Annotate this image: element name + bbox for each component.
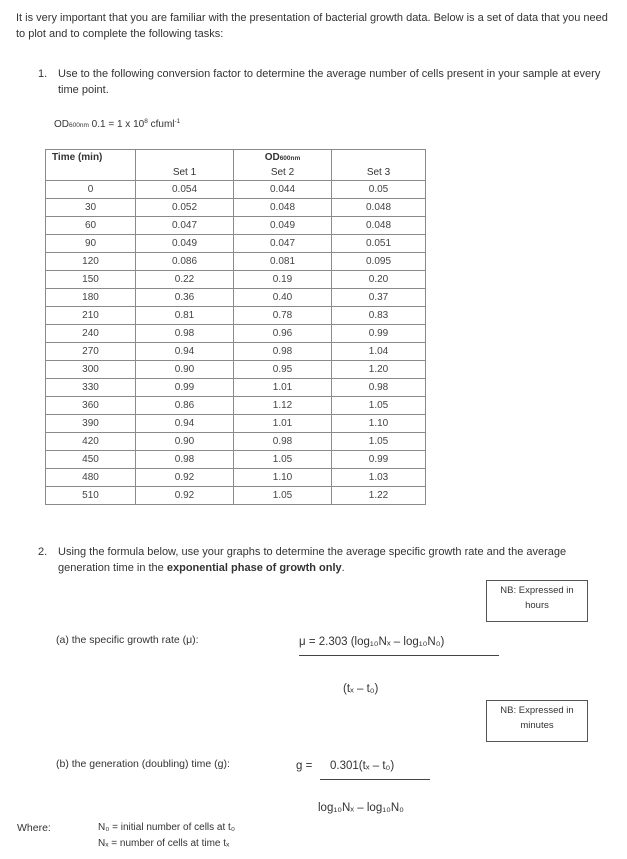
time-cell: 30 — [46, 199, 136, 217]
table-row — [46, 325, 426, 343]
legend-n0: N₀ = initial number of cells at t₀ — [98, 822, 235, 833]
table-row — [46, 181, 426, 199]
set1-cell: 0.90 — [136, 361, 234, 379]
set2-cell: 1.01 — [234, 415, 332, 433]
set1-cell: 0.98 — [136, 451, 234, 469]
set3-cell: 0.83 — [332, 307, 426, 325]
table-row — [46, 235, 426, 253]
time-cell: 240 — [46, 325, 136, 343]
task2-number: 2. — [38, 546, 48, 558]
time-cell: 450 — [46, 451, 136, 469]
table-row — [46, 271, 426, 289]
set2-cell: 1.10 — [234, 469, 332, 487]
time-cell: 180 — [46, 289, 136, 307]
od-header: OD600nm — [234, 150, 332, 166]
set1-cell: 0.90 — [136, 433, 234, 451]
set1-cell: 0.92 — [136, 469, 234, 487]
table-row — [46, 415, 426, 433]
set1-cell: 0.86 — [136, 397, 234, 415]
set2-cell: 1.01 — [234, 379, 332, 397]
table-row — [46, 379, 426, 397]
set2-cell: 1.05 — [234, 451, 332, 469]
table-row — [46, 397, 426, 415]
set2-cell: 0.40 — [234, 289, 332, 307]
set3-cell: 1.05 — [332, 397, 426, 415]
time-cell: 390 — [46, 415, 136, 433]
where-label: Where: — [17, 822, 51, 834]
conversion-od-sub: 600nm — [69, 122, 89, 129]
g-fraction-line — [320, 779, 430, 780]
table-row — [46, 469, 426, 487]
set3-cell: 0.095 — [332, 253, 426, 271]
table-row — [46, 289, 426, 307]
set2-cell: 0.98 — [234, 343, 332, 361]
set3-header: Set 3 — [332, 165, 426, 181]
table-row — [46, 433, 426, 451]
set1-cell: 0.054 — [136, 181, 234, 199]
conversion-value: 0.1 = 1 x 10 — [88, 119, 145, 130]
time-cell: 0 — [46, 181, 136, 199]
conversion-unit-sup: -1 — [174, 118, 181, 125]
set3-cell: 1.20 — [332, 361, 426, 379]
set2-cell: 0.19 — [234, 271, 332, 289]
g-prefix: g = — [296, 760, 313, 772]
set1-cell: 0.94 — [136, 343, 234, 361]
mu-formula-numerator: μ = 2.303 (log₁₀Nₓ – log₁₀N₀) — [299, 636, 445, 648]
nb-minutes-box: NB: Expressed in minutes — [486, 700, 588, 742]
set3-cell: 0.98 — [332, 379, 426, 397]
task1-number: 1. — [38, 68, 48, 80]
set3-cell: 0.99 — [332, 451, 426, 469]
table-row — [46, 361, 426, 379]
time-cell: 420 — [46, 433, 136, 451]
set2-cell: 0.98 — [234, 433, 332, 451]
set2-cell: 0.081 — [234, 253, 332, 271]
mu-formula-denominator: (tₓ – t₀) — [343, 683, 379, 695]
set2-cell: 1.05 — [234, 487, 332, 505]
set1-cell: 0.086 — [136, 253, 234, 271]
time-header: Time (min) — [46, 150, 136, 166]
time-cell: 60 — [46, 217, 136, 235]
task1-text: Use to the following conversion factor to determine the average number of cells present in your sample at every time point. — [58, 68, 601, 96]
time-cell: 480 — [46, 469, 136, 487]
table-row — [46, 343, 426, 361]
time-cell: 360 — [46, 397, 136, 415]
conversion-exponent: 8 — [144, 118, 148, 125]
table-row — [46, 487, 426, 505]
set3-cell: 1.05 — [332, 433, 426, 451]
set2-cell: 0.95 — [234, 361, 332, 379]
set3-cell: 0.99 — [332, 325, 426, 343]
set3-cell: 0.05 — [332, 181, 426, 199]
task2-text: Using the formula below, use your graphs to determine the average specific growth rate and the average generation time in the exponential phase of growth only. — [58, 546, 567, 574]
task2-bold: exponential phase of growth only — [166, 562, 342, 574]
set1-cell: 0.94 — [136, 415, 234, 433]
table-row — [46, 307, 426, 325]
g-formula-denominator: log₁₀Nₓ – log₁₀N₀ — [318, 802, 404, 814]
table-row — [46, 217, 426, 235]
set1-cell: 0.052 — [136, 199, 234, 217]
conversion-od: OD — [54, 119, 69, 130]
table-header-row — [46, 150, 426, 166]
intro-paragraph: It is very important that you are familiar with the presentation of bacterial growth data. Below is a set of data that you need to plot and to complete the following tasks: — [16, 12, 608, 40]
table-row — [46, 451, 426, 469]
set3-cell: 0.048 — [332, 217, 426, 235]
set1-cell: 0.049 — [136, 235, 234, 253]
part-a-label: (a) the specific growth rate (μ): — [56, 634, 199, 646]
conversion-unit: cfuml — [147, 119, 175, 130]
set2-header: Set 2 — [234, 165, 332, 181]
table-row — [46, 199, 426, 217]
set2-cell: 0.96 — [234, 325, 332, 343]
part-b-label: (b) the generation (doubling) time (g): — [56, 758, 230, 770]
set-header-row — [46, 165, 426, 181]
time-cell: 300 — [46, 361, 136, 379]
set1-cell: 0.81 — [136, 307, 234, 325]
conversion-factor — [54, 118, 180, 130]
set2-cell: 0.047 — [234, 235, 332, 253]
set1-cell: 0.047 — [136, 217, 234, 235]
set3-cell: 0.051 — [332, 235, 426, 253]
set1-header: Set 1 — [136, 165, 234, 181]
set1-cell: 0.99 — [136, 379, 234, 397]
set1-cell: 0.36 — [136, 289, 234, 307]
time-cell: 510 — [46, 487, 136, 505]
set2-cell: 0.049 — [234, 217, 332, 235]
nb-hours-box: NB: Expressed in hours — [486, 580, 588, 622]
time-cell: 150 — [46, 271, 136, 289]
set3-cell: 1.10 — [332, 415, 426, 433]
mu-fraction-line — [299, 655, 499, 656]
set2-cell: 0.78 — [234, 307, 332, 325]
set3-cell: 0.048 — [332, 199, 426, 217]
set1-cell: 0.22 — [136, 271, 234, 289]
legend-nx: Nₓ = number of cells at time tₓ — [98, 838, 230, 849]
g-formula-numerator: 0.301(tₓ – t₀) — [330, 760, 395, 772]
set1-cell: 0.92 — [136, 487, 234, 505]
set3-cell: 1.04 — [332, 343, 426, 361]
set2-cell: 1.12 — [234, 397, 332, 415]
growth-data-table — [45, 149, 426, 505]
time-cell: 90 — [46, 235, 136, 253]
set3-cell: 0.37 — [332, 289, 426, 307]
time-cell: 210 — [46, 307, 136, 325]
set3-cell: 1.03 — [332, 469, 426, 487]
time-cell: 120 — [46, 253, 136, 271]
time-cell: 330 — [46, 379, 136, 397]
table-row — [46, 253, 426, 271]
set3-cell: 1.22 — [332, 487, 426, 505]
set1-cell: 0.98 — [136, 325, 234, 343]
set2-cell: 0.044 — [234, 181, 332, 199]
set3-cell: 0.20 — [332, 271, 426, 289]
set2-cell: 0.048 — [234, 199, 332, 217]
time-cell: 270 — [46, 343, 136, 361]
